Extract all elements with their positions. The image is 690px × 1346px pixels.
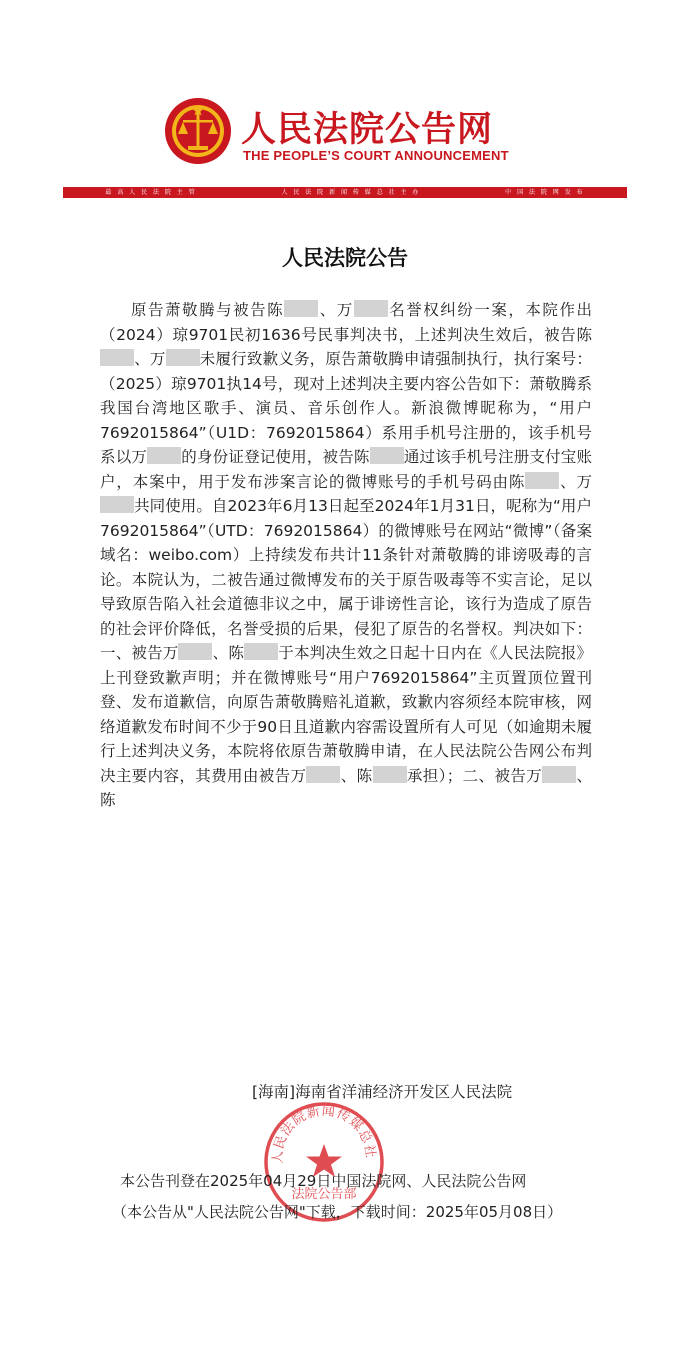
- body-text: 、陈: [100, 766, 592, 809]
- header-red-bar: [63, 187, 627, 198]
- bar-item-publisher: 中 国 法 院 网 发 布: [505, 189, 585, 196]
- download-info: （本公告从"人民法院公告网"下载，下载时间：2025年05月08日）: [112, 1203, 563, 1221]
- redaction-box: [354, 300, 388, 317]
- court-name: [海南]海南省洋浦经济开发区人民法院: [252, 1083, 513, 1101]
- redaction-box: [100, 349, 134, 366]
- redaction-box: [100, 496, 134, 513]
- body-text: 承担）；二、被告万: [406, 766, 543, 785]
- redaction-box: [373, 766, 407, 783]
- redaction-box: [178, 643, 212, 660]
- bar-item-sponsor: 人 民 法 院 新 闻 传 媒 总 社 主 办: [281, 189, 421, 196]
- body-text: 原告萧敬腾与被告陈: [131, 301, 285, 319]
- redaction-box: [244, 643, 278, 660]
- bar-item-supervisor: 最 高 人 民 法 院 主 管: [105, 189, 197, 196]
- redaction-box: [147, 447, 181, 464]
- seal-ring-text: 人民法院新闻传媒总社: [270, 1103, 378, 1164]
- site-subtitle: THE PEOPLE’S COURT ANNOUNCEMENT: [243, 148, 509, 163]
- redaction-box: [284, 300, 318, 317]
- notice-paragraph: [100, 298, 592, 813]
- redaction-box: [525, 472, 559, 489]
- body-text: 、万: [134, 350, 166, 368]
- notice-title: 人民法院公告: [282, 246, 408, 270]
- body-text: 、万: [559, 472, 592, 491]
- redaction-box: [370, 447, 404, 464]
- body-text: 、万: [318, 301, 354, 319]
- body-text: 共同使用。自2023年6月13日起至2024年1月31日，呢称为“用户7692015864”（UTD：7692015864）的微博账号在网站“微博”（备案域名：weibo.com）上持续发布共计11条针对萧敬腾的诽谤吸毒的言论。本院认为，二被告通过微博发布的关于原告吸毒等不实言论，足以导致原告陷入社会道德非议之中，属于诽谤性言论，该行为造成了原告的社会评价降低，名誉受损的后果，侵犯了原告的名誉权。判决如下：一、被告万: [100, 497, 592, 662]
- body-text: 通过该手机号注册支付宝账户，本案中，用于发布涉案言论的微博账号的手机号码由陈: [100, 448, 592, 491]
- publish-info: 本公告刊登在2025年04月29日中国法院网、人民法院公告网: [120, 1172, 527, 1190]
- redaction-box: [166, 349, 200, 366]
- site-title: 人民法院公告网: [241, 110, 494, 150]
- body-text: 、陈: [212, 644, 245, 662]
- seal-dept-text: 法院公告部: [291, 1187, 357, 1202]
- redaction-box: [542, 766, 576, 783]
- body-text: 、陈: [340, 766, 373, 785]
- body-text: 未履行致歉义务，原告萧敬腾申请强制执行，执行案号：（2025）琼9701执14号，现对上述判决主要内容公告如下：萧敬腾系我国台湾地区歌手、演员、音乐创作人。新浪微博昵称为，“用户7692015864”（U1D：7692015864）系用手机号注册的，该手机号系以万: [100, 350, 592, 466]
- body-text: 名誉权纠纷一案，本院作出（2024）琼9701民初1636号民事判决书，上述判决生效后，被告陈: [100, 301, 592, 344]
- court-emblem-icon: [163, 96, 233, 166]
- body-text: 的身份证登记使用，被告陈: [181, 448, 370, 466]
- redaction-box: [306, 766, 340, 783]
- body-text: 于本判决生效之日起十日内在《人民法院报》上刊登致歉声明；并在微博账号“用户7692015864”主页置顶位置刊登、发布道歉信，向原告萧敬腾赔礼道歉，致歉内容须经本院审核，网络道歉发布时间不少于90日且道歉内容需设置所有人可见（如逾期未履行上述判决义务，本院将依原告萧敬腾申请，在人民法院公告网公布判决主要内容，其费用由被告万: [100, 644, 592, 785]
- notice-body: [100, 298, 592, 813]
